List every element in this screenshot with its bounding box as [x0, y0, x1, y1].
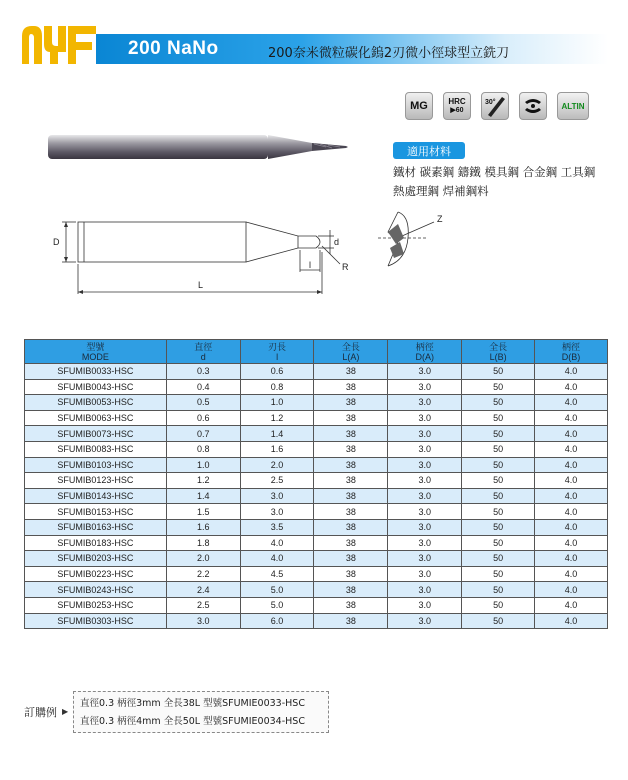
value-cell: 3.0 [388, 582, 462, 598]
table-row [25, 597, 608, 613]
value-cell: 4.0 [535, 535, 608, 551]
mg-grade-badge: MG [405, 92, 433, 120]
order-example-label: 訂購例 [24, 706, 57, 719]
model-cell: SFUMIB0033-HSC [25, 364, 167, 380]
value-cell: 50 [462, 504, 535, 520]
value-cell: 38 [314, 519, 388, 535]
value-cell: 4.0 [535, 613, 608, 629]
value-cell: 3.0 [388, 613, 462, 629]
table-row [25, 410, 608, 426]
header-shank-dia-a: 柄徑 D(A) [388, 340, 462, 364]
helix-angle-icon [482, 93, 508, 119]
value-cell: 50 [462, 457, 535, 473]
model-cell: SFUMIB0043-HSC [25, 379, 167, 395]
table-row [25, 519, 608, 535]
value-cell: 3.0 [166, 613, 240, 629]
value-cell: 0.5 [166, 395, 240, 411]
value-cell: 4.0 [535, 504, 608, 520]
helix-angle-text: 30° [485, 99, 496, 106]
value-cell: 1.2 [240, 410, 314, 426]
value-cell: 4.0 [240, 551, 314, 567]
diameter-D-label: D [53, 237, 60, 247]
model-cell: SFUMIB0183-HSC [25, 535, 167, 551]
table-row [25, 566, 608, 582]
hrc-badge [443, 92, 471, 120]
value-cell: 0.4 [166, 379, 240, 395]
value-cell: 2.5 [240, 473, 314, 489]
helix-angle-badge [481, 92, 509, 120]
table-row [25, 488, 608, 504]
value-cell: 4.0 [535, 473, 608, 489]
value-cell: 38 [314, 535, 388, 551]
value-cell: 1.5 [166, 504, 240, 520]
model-cell: SFUMIB0063-HSC [25, 410, 167, 426]
ball-nose-icon [520, 93, 546, 119]
value-cell: 50 [462, 395, 535, 411]
value-cell: 50 [462, 410, 535, 426]
value-cell: 38 [314, 364, 388, 380]
value-cell: 1.8 [166, 535, 240, 551]
value-cell: 3.0 [388, 551, 462, 567]
header-overall-length-b: 全長 L(B) [462, 340, 535, 364]
model-cell: SFUMIB0253-HSC [25, 597, 167, 613]
value-cell: 3.0 [388, 597, 462, 613]
model-cell: SFUMIB0153-HSC [25, 504, 167, 520]
table-header-row [25, 340, 608, 364]
brand-logo [20, 22, 98, 66]
value-cell: 3.0 [240, 488, 314, 504]
table-row [25, 613, 608, 629]
value-cell: 50 [462, 535, 535, 551]
model-cell: SFUMIB0053-HSC [25, 395, 167, 411]
dimension-drawing [50, 208, 370, 300]
value-cell: 38 [314, 597, 388, 613]
value-cell: 2.0 [166, 551, 240, 567]
table-row [25, 395, 608, 411]
model-cell: SFUMIB0103-HSC [25, 457, 167, 473]
value-cell: 38 [314, 566, 388, 582]
value-cell: 38 [314, 379, 388, 395]
hrc-badge-top: HRC [448, 97, 466, 106]
value-cell: 1.6 [240, 441, 314, 457]
table-row [25, 535, 608, 551]
value-cell: 1.6 [166, 519, 240, 535]
model-cell: SFUMIB0083-HSC [25, 441, 167, 457]
value-cell: 50 [462, 488, 535, 504]
model-cell: SFUMIB0123-HSC [25, 473, 167, 489]
value-cell: 6.0 [240, 613, 314, 629]
value-cell: 0.6 [166, 410, 240, 426]
end-mill-photo [46, 132, 352, 162]
value-cell: 50 [462, 364, 535, 380]
value-cell: 3.0 [388, 364, 462, 380]
specification-table [24, 339, 608, 629]
value-cell: 38 [314, 457, 388, 473]
value-cell: 50 [462, 613, 535, 629]
model-cell: SFUMIB0223-HSC [25, 566, 167, 582]
value-cell: 50 [462, 473, 535, 489]
value-cell: 38 [314, 613, 388, 629]
model-cell: SFUMIB0163-HSC [25, 519, 167, 535]
value-cell: 38 [314, 504, 388, 520]
value-cell: 3.0 [388, 473, 462, 489]
diameter-d-label: d [334, 237, 340, 247]
model-cell: SFUMIB0203-HSC [25, 551, 167, 567]
header-overall-length-a: 全長 L(A) [314, 340, 388, 364]
header-model: 型號 MODE [25, 340, 167, 364]
model-cell: SFUMIB0303-HSC [25, 613, 167, 629]
order-example-line-2: 直徑0.3 柄徑4mm 全長50L 型號SFUMIE0034-HSC [80, 716, 305, 727]
value-cell: 1.4 [240, 426, 314, 442]
value-cell: 4.0 [535, 441, 608, 457]
value-cell: 2.5 [166, 597, 240, 613]
value-cell: 4.0 [535, 566, 608, 582]
value-cell: 4.0 [535, 519, 608, 535]
header-flute-length: 刃長 l [240, 340, 314, 364]
value-cell: 38 [314, 551, 388, 567]
value-cell: 4.0 [535, 395, 608, 411]
table-row [25, 457, 608, 473]
table-row [25, 379, 608, 395]
value-cell: 3.0 [388, 426, 462, 442]
value-cell: 3.0 [388, 488, 462, 504]
value-cell: 4.0 [535, 551, 608, 567]
value-cell: 1.4 [166, 488, 240, 504]
value-cell: 50 [462, 566, 535, 582]
value-cell: 3.0 [388, 395, 462, 411]
value-cell: 50 [462, 426, 535, 442]
value-cell: 1.0 [240, 395, 314, 411]
value-cell: 5.0 [240, 597, 314, 613]
flute-count-Z-label: Z [437, 214, 443, 224]
value-cell: 4.0 [535, 379, 608, 395]
radius-R-label: R [342, 262, 349, 272]
model-cell: SFUMIB0073-HSC [25, 426, 167, 442]
table-row [25, 473, 608, 489]
end-view-drawing [360, 208, 450, 270]
ball-nose-badge [519, 92, 547, 120]
value-cell: 38 [314, 410, 388, 426]
value-cell: 4.0 [535, 410, 608, 426]
value-cell: 3.0 [240, 504, 314, 520]
value-cell: 38 [314, 441, 388, 457]
table-row [25, 504, 608, 520]
value-cell: 0.8 [166, 441, 240, 457]
value-cell: 3.0 [388, 566, 462, 582]
materials-line-1: 鐵材 碳素鋼 鑄鐵 模具鋼 合金鋼 工具鋼 [393, 165, 596, 179]
value-cell: 38 [314, 426, 388, 442]
value-cell: 4.0 [535, 457, 608, 473]
value-cell: 3.0 [388, 504, 462, 520]
value-cell: 1.0 [166, 457, 240, 473]
value-cell: 2.2 [166, 566, 240, 582]
value-cell: 5.0 [240, 582, 314, 598]
product-subtitle: 200奈米微粒碳化鎢2刃微小徑球型立銑刀 [268, 46, 510, 61]
value-cell: 50 [462, 597, 535, 613]
model-cell: SFUMIB0243-HSC [25, 582, 167, 598]
value-cell: 3.0 [388, 519, 462, 535]
materials-line-2: 熱處理鋼 焊補鋼料 [393, 184, 489, 198]
table-row [25, 441, 608, 457]
value-cell: 50 [462, 551, 535, 567]
altin-coating-badge: ALTIN [557, 92, 589, 120]
value-cell: 2.0 [240, 457, 314, 473]
value-cell: 2.4 [166, 582, 240, 598]
value-cell: 4.0 [240, 535, 314, 551]
value-cell: 3.0 [388, 379, 462, 395]
value-cell: 0.6 [240, 364, 314, 380]
model-cell: SFUMIB0143-HSC [25, 488, 167, 504]
value-cell: 3.0 [388, 457, 462, 473]
header-shank-dia-b: 柄徑 D(B) [535, 340, 608, 364]
value-cell: 38 [314, 395, 388, 411]
value-cell: 0.3 [166, 364, 240, 380]
table-row [25, 551, 608, 567]
value-cell: 38 [314, 488, 388, 504]
table-row [25, 426, 608, 442]
value-cell: 3.0 [388, 410, 462, 426]
hrc-badge-bottom: ▶60 [450, 107, 464, 114]
value-cell: 50 [462, 582, 535, 598]
value-cell: 4.0 [535, 582, 608, 598]
value-cell: 38 [314, 582, 388, 598]
value-cell: 3.0 [388, 535, 462, 551]
value-cell: 50 [462, 379, 535, 395]
table-row [25, 364, 608, 380]
value-cell: 4.0 [535, 426, 608, 442]
value-cell: 50 [462, 519, 535, 535]
value-cell: 38 [314, 473, 388, 489]
order-example-line-1: 直徑0.3 柄徑3mm 全長38L 型號SFUMIE0033-HSC [80, 698, 305, 709]
applicable-materials-tag: 適用材料 [393, 142, 465, 159]
value-cell: 4.5 [240, 566, 314, 582]
value-cell: 1.2 [166, 473, 240, 489]
value-cell: 0.8 [240, 379, 314, 395]
value-cell: 3.5 [240, 519, 314, 535]
flute-length-l-label: l [309, 260, 311, 270]
value-cell: 50 [462, 441, 535, 457]
value-cell: 4.0 [535, 364, 608, 380]
arrow-right-icon: ▶ [62, 707, 69, 716]
header-diameter: 直徑 d [166, 340, 240, 364]
overall-length-L-label: L [198, 280, 204, 290]
value-cell: 0.7 [166, 426, 240, 442]
value-cell: 4.0 [535, 597, 608, 613]
value-cell: 3.0 [388, 441, 462, 457]
product-title: 200 NaNo [128, 38, 219, 59]
table-row [25, 582, 608, 598]
value-cell: 4.0 [535, 488, 608, 504]
